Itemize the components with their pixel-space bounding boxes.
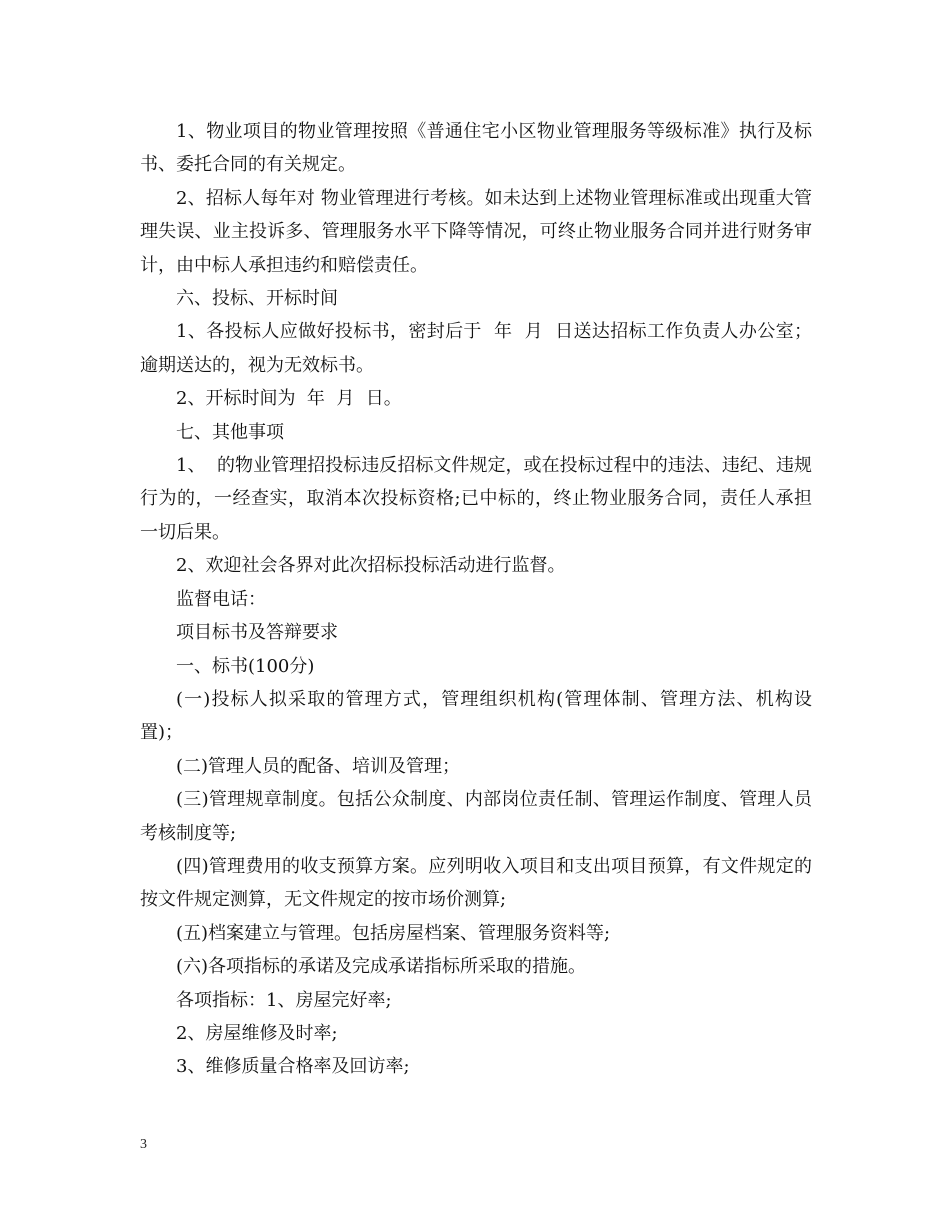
paragraph: (三)管理规章制度。包括公众制度、内部岗位责任制、管理运作制度、管理人员考核制度等; xyxy=(140,789,812,844)
paragraph: 1、物业项目的物业管理按照《普通住宅小区物业管理服务等级标准》执行及标书、委托合同的有关规定。 xyxy=(140,121,812,176)
paragraph: (五)档案建立与管理。包括房屋档案、管理服务资料等; xyxy=(176,922,611,944)
paragraph: 2、房屋维修及时率; xyxy=(176,1022,338,1044)
section-heading: 项目标书及答辩要求 xyxy=(176,622,338,644)
paragraph: 2、开标时间为 年 月 日。 xyxy=(176,388,402,410)
paragraph: 2、招标人每年对 物业管理进行考核。如未达到上述物业管理标准或出现重大管理失误、业主投诉多、管理服务水平下降等情况，可终止物业服务合同并进行财务审计，由中标人承担违约和赔偿责任。 xyxy=(140,187,812,276)
paragraph: (一)投标人拟采取的管理方式，管理组织机构(管理体制、管理方法、机构设置)； xyxy=(140,688,812,744)
section-heading: 六、投标、开标时间 xyxy=(176,288,338,310)
paragraph: (二)管理人员的配备、培训及管理； xyxy=(176,755,461,777)
paragraph: 各项指标：1、房屋完好率; xyxy=(176,989,392,1011)
paragraph: 3、维修质量合格率及回访率; xyxy=(176,1056,410,1078)
page-number: 3 xyxy=(140,1137,147,1152)
paragraph: 2、欢迎社会各界对此次招标投标活动进行监督。 xyxy=(176,555,566,577)
section-heading: 一、标书(100分) xyxy=(176,655,315,677)
paragraph: (六)各项指标的承诺及完成承诺指标所采取的措施。 xyxy=(176,956,587,978)
paragraph: 1、各投标人应做好投标书，密封后于 年 月 日送达招标工作负责人办公室；逾期送达的，视为无效标书。 xyxy=(140,321,812,376)
paragraph: (四)管理费用的收支预算方案。应列明收入项目和支出项目预算，有文件规定的按文件规定测算，无文件规定的按市场价测算; xyxy=(140,855,812,911)
paragraph: 监督电话： xyxy=(176,588,266,610)
document-body xyxy=(140,115,812,1084)
paragraph: 1、 的物业管理招投标违反招标文件规定，或在投标过程中的违法、违纪、违规行为的，一经查实，取消本次投标资格;已中标的，终止物业服务合同，责任人承担一切后果。 xyxy=(140,455,812,543)
section-heading: 七、其他事项 xyxy=(176,421,284,443)
